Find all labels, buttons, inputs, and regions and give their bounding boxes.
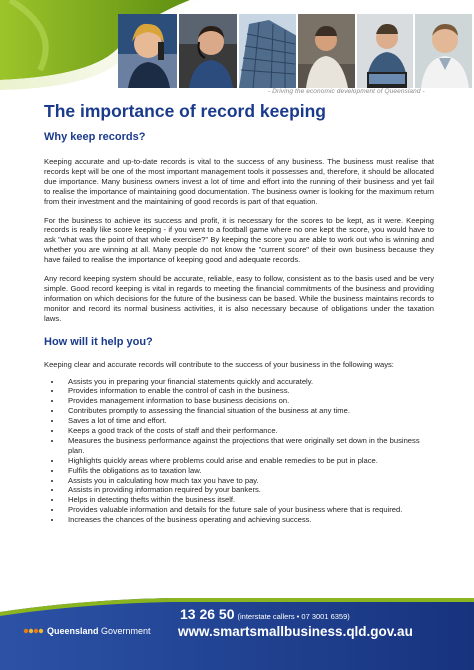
- qld-logo-label: Queensland Government: [47, 626, 151, 636]
- queensland-government-logo: [22, 624, 151, 638]
- list-item: • Fulfils the obligations as to taxation law.: [62, 466, 434, 476]
- photo-man-laptop: [357, 14, 414, 88]
- photo-man-smiling: [415, 14, 472, 88]
- photo-woman-phone: [118, 14, 177, 88]
- paragraph: Keeping accurate and up-to-date records is vital to the success of any business. The business must realise that records kept will be one of the most important management tools it possesses and, therefore, it should be allocated due importance. Many business owners invest a lot of time and effort into the running of their business and yet fail to realise the importance of maintaining good documentation. The business owner is looking for the maximum return from their investment and the maintaining of good records is part of that equation.: [44, 157, 434, 206]
- qld-crest-icon: [22, 624, 44, 638]
- list-item: • Keeps a good track of the costs of staff and their performance.: [62, 426, 434, 436]
- list-item: • Saves a lot of time and effort.: [62, 416, 434, 426]
- list-item: • Measures the business performance against the projections that were originally set down in the business plan.: [62, 436, 434, 456]
- list-item: • Contributes promptly to assessing the financial situation of the business at any time.: [62, 406, 434, 416]
- document-body: [44, 100, 434, 525]
- phone-line: [180, 606, 350, 622]
- header-banner: [0, 0, 474, 92]
- page-title: The importance of record keeping: [44, 101, 326, 121]
- list-item: • Assists in providing information required by your bankers.: [62, 485, 434, 495]
- phone-number[interactable]: 13 26 50: [180, 606, 235, 622]
- section-intro: Keeping clear and accurate records will contribute to the success of your business in the following ways:: [44, 359, 394, 369]
- benefits-list: [44, 377, 434, 526]
- section-heading-how: How will it help you?: [44, 335, 153, 348]
- header-tagline: - Driving the economic development of Queensland -: [268, 88, 425, 95]
- paragraph: Any record keeping system should be accurate, reliable, easy to follow, consistent as to the basis used and be very simple. Good record keeping is vital in regards to meeting the financial commitments of the business and providing information on which decisions for the future of the business can be based. While the business maintains records to monitor and record its normal business activities, it is also necessary because of obligations under the taxation laws.: [44, 274, 434, 323]
- list-item: • Provides management information to base business decisions on.: [62, 396, 434, 406]
- list-item: • Assists you in preparing your financial statements quickly and accurately.: [62, 377, 434, 387]
- photo-worker: [298, 14, 355, 88]
- photo-strip: [118, 14, 474, 88]
- list-item: • Helps in detecting thefts within the business itself.: [62, 495, 434, 505]
- section-heading-why: Why keep records?: [44, 131, 146, 143]
- photo-man-headset: [179, 14, 238, 88]
- list-item: • Assists you in calculating how much tax you have to pay.: [62, 476, 434, 486]
- photo-building: [239, 14, 296, 88]
- website-link[interactable]: www.smartsmallbusiness.qld.gov.au: [178, 624, 413, 639]
- phone-note: (interstate callers • 07 3001 6359): [237, 612, 350, 621]
- paragraph: For the business to achieve its success and profit, it is necessary for the scores to be kept, as it were. Keeping records is really like score keeping - if you went to a football game where no one kept the score, you would have to ask "what was the point of that whole exercise?" By keeping the score you are able to work out who is winning and whether you are winning at all. Many people do not know the "current score" of their own business because they have failed to realise the importance of keeping good and adequate records.: [44, 215, 434, 265]
- list-item: • Provides information to enable the control of cash in the business.: [62, 386, 434, 396]
- list-item: • Increases the chances of the business operating and achieving success.: [62, 515, 434, 525]
- list-item: • Highlights quickly areas where problems could arise and enable remedies to be put in place.: [62, 456, 434, 466]
- list-item: • Provides valuable information and details for the future sale of your business where that is required.: [62, 505, 434, 515]
